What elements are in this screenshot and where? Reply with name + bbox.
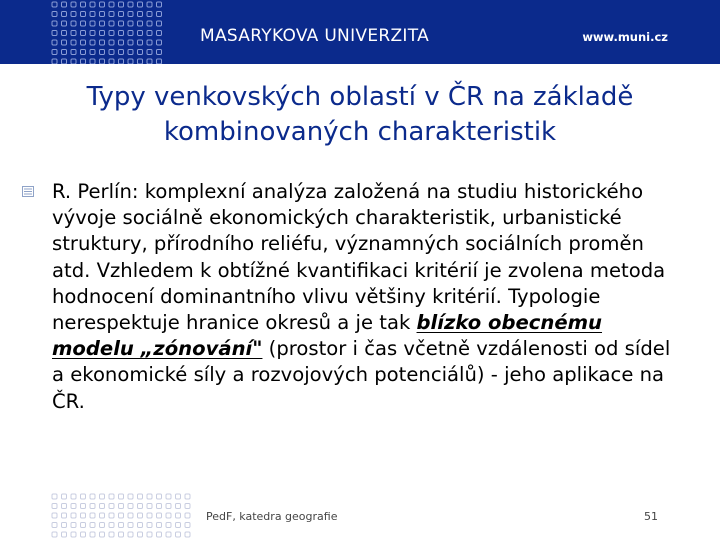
pattern-dot [157,523,162,528]
pattern-dot [176,523,181,528]
bullet-square-icon [22,186,34,197]
pattern-dot [119,12,124,17]
pattern-dot [71,50,76,55]
pattern-dot [128,21,133,26]
pattern-dot [71,523,76,528]
pattern-dot [147,40,152,45]
text-span: nerespektuje hranice okresů a je tak [52,311,417,335]
header-bar [0,0,720,64]
pattern-dot [128,532,133,537]
pattern-dot [176,494,181,499]
text-line [52,310,720,336]
pattern-dot [52,523,57,528]
pattern-dot [90,40,95,45]
pattern-dot [81,31,86,36]
pattern-dot [52,40,57,45]
pattern-dot [157,504,162,509]
pattern-dot [90,2,95,7]
pattern-dot [71,2,76,7]
pattern-dot [100,523,105,528]
pattern-dot [109,59,114,64]
pattern-dot [62,504,67,509]
pattern-dot [185,513,190,518]
dot-grid-pattern [50,492,195,540]
pattern-dot [166,532,171,537]
pattern-dot [52,504,57,509]
pattern-dot [147,21,152,26]
pattern-dot [147,532,152,537]
pattern-dot [90,21,95,26]
pattern-dot [157,513,162,518]
text-line: R. Perlín: komplexní analýza založená na studiu historického [52,180,644,203]
page-number: 51 [644,510,658,523]
pattern-dot [128,523,133,528]
pattern-dot [119,21,124,26]
pattern-dot [62,21,67,26]
pattern-dot [100,494,105,499]
pattern-dot [119,504,124,509]
pattern-dot [62,31,67,36]
pattern-dot [100,12,105,17]
text-line: hodnocení dominantního vlivu většiny kritérií. Typologie [52,284,601,308]
text-span: (prostor i čas včetně vzdálenosti od sídel [262,337,671,361]
pattern-dot [128,504,133,509]
pattern-dot [138,2,143,7]
pattern-dot [157,21,162,26]
pattern-dot [90,59,95,64]
pattern-dot [147,523,152,528]
pattern-dot [100,40,105,45]
pattern-dot [62,59,67,64]
pattern-dot [90,31,95,36]
pattern-dot [128,513,133,518]
pattern-dot [138,40,143,45]
pattern-dot [90,513,95,518]
pattern-dot [100,532,105,537]
text-line: a ekonomické síly a rozvojových potenciálů) - jeho aplikace na [52,363,665,387]
pattern-dot [119,494,124,499]
pattern-dot [52,50,57,55]
pattern-dot [176,532,181,537]
pattern-dot [71,532,76,537]
pattern-dot [138,523,143,528]
pattern-dot [147,513,152,518]
pattern-dot [138,50,143,55]
pattern-dot [52,31,57,36]
pattern-dot [52,494,57,499]
pattern-dot [185,523,190,528]
pattern-dot [71,21,76,26]
pattern-dot [128,494,133,499]
bullet-paragraph [52,179,720,415]
university-name: MASARYKOVA UNIVERZITA [200,26,430,46]
pattern-dot [109,504,114,509]
pattern-dot [81,532,86,537]
pattern-dot [109,31,114,36]
pattern-dot [81,513,86,518]
pattern-dot [128,12,133,17]
pattern-dot [81,59,86,64]
pattern-dot [81,12,86,17]
pattern-dot [90,494,95,499]
pattern-dot [62,513,67,518]
pattern-dot [128,50,133,55]
pattern-dot [81,504,86,509]
emphasis-text: modelu „zónování" [52,337,263,361]
pattern-dot [109,494,114,499]
pattern-dot [52,12,57,17]
pattern-dot [71,40,76,45]
pattern-dot [81,494,86,499]
pattern-dot [138,21,143,26]
pattern-dot [62,12,67,17]
pattern-dot [119,50,124,55]
pattern-dot [52,59,57,64]
pattern-dot [138,532,143,537]
pattern-dot [62,40,67,45]
pattern-dot [81,40,86,45]
emphasis-text: blízko obecnému [416,311,603,335]
footer-label: PedF, katedra geografie [206,510,338,523]
pattern-dot [90,50,95,55]
pattern-dot [157,59,162,64]
pattern-dot [176,513,181,518]
title-line: kombinovaných charakteristik [163,117,557,147]
pattern-dot [166,494,171,499]
pattern-dot [128,2,133,7]
pattern-dot [119,532,124,537]
pattern-dot [166,513,171,518]
pattern-dot [119,513,124,518]
pattern-dot [128,59,133,64]
pattern-dot [147,50,152,55]
pattern-dot [100,31,105,36]
pattern-dot [147,31,152,36]
pattern-dot [119,40,124,45]
pattern-dot [128,31,133,36]
pattern-dot [52,21,57,26]
pattern-dot [109,532,114,537]
pattern-dot [128,40,133,45]
pattern-dot [157,532,162,537]
pattern-dot [119,2,124,7]
pattern-dot [62,50,67,55]
pattern-dot [185,494,190,499]
pattern-dot [71,59,76,64]
pattern-dot [109,50,114,55]
text-line: ČR. [52,389,85,413]
text-line: atd. Vzhledem k obtížné kvantifikaci kritérií je zvolena metoda [52,258,666,282]
pattern-dot [90,532,95,537]
pattern-dot [100,2,105,7]
pattern-dot [81,2,86,7]
pattern-dot [176,504,181,509]
pattern-dot [147,12,152,17]
pattern-dot [71,504,76,509]
pattern-dot [109,2,114,7]
pattern-dot [100,504,105,509]
pattern-dot [81,523,86,528]
text-line [52,336,720,362]
pattern-dot [52,513,57,518]
pattern-dot [166,523,171,528]
pattern-dot [119,523,124,528]
pattern-dot [52,2,57,7]
pattern-dot [71,494,76,499]
text-line: struktury, přírodního reliéfu, významných sociálních proměn [52,232,644,256]
dot-grid-pattern [50,0,170,64]
pattern-dot [52,532,57,537]
pattern-dot [109,513,114,518]
pattern-dot [138,494,143,499]
pattern-dot [81,21,86,26]
pattern-dot [147,2,152,7]
pattern-dot [109,21,114,26]
pattern-dot [138,513,143,518]
pattern-dot [100,513,105,518]
pattern-dot [62,523,67,528]
pattern-dot [138,12,143,17]
pattern-dot [71,12,76,17]
pattern-dot [185,504,190,509]
slide-title [0,80,720,150]
pattern-dot [157,40,162,45]
text-line: vývoje sociálně ekonomických charakteristik, urbanistické [52,206,622,230]
pattern-dot [147,59,152,64]
pattern-dot [157,31,162,36]
pattern-dot [157,12,162,17]
pattern-dot [62,532,67,537]
pattern-dot [147,494,152,499]
title-line: Typy venkovských oblastí v ČR na základě [86,82,634,112]
pattern-dot [138,504,143,509]
pattern-dot [147,504,152,509]
pattern-dot [100,50,105,55]
pattern-dot [100,59,105,64]
pattern-dot [71,31,76,36]
pattern-dot [62,494,67,499]
pattern-dot [62,2,67,7]
pattern-dot [119,31,124,36]
pattern-dot [109,40,114,45]
pattern-dot [157,50,162,55]
pattern-dot [90,12,95,17]
pattern-dot [90,504,95,509]
pattern-dot [109,12,114,17]
website-url: www.muni.cz [582,30,668,44]
pattern-dot [119,59,124,64]
pattern-dot [166,504,171,509]
pattern-dot [138,59,143,64]
pattern-dot [157,494,162,499]
pattern-dot [185,532,190,537]
pattern-dot [90,523,95,528]
pattern-dot [100,21,105,26]
pattern-dot [71,513,76,518]
pattern-dot [81,50,86,55]
pattern-dot [109,523,114,528]
pattern-dot [138,31,143,36]
pattern-dot [157,2,162,7]
